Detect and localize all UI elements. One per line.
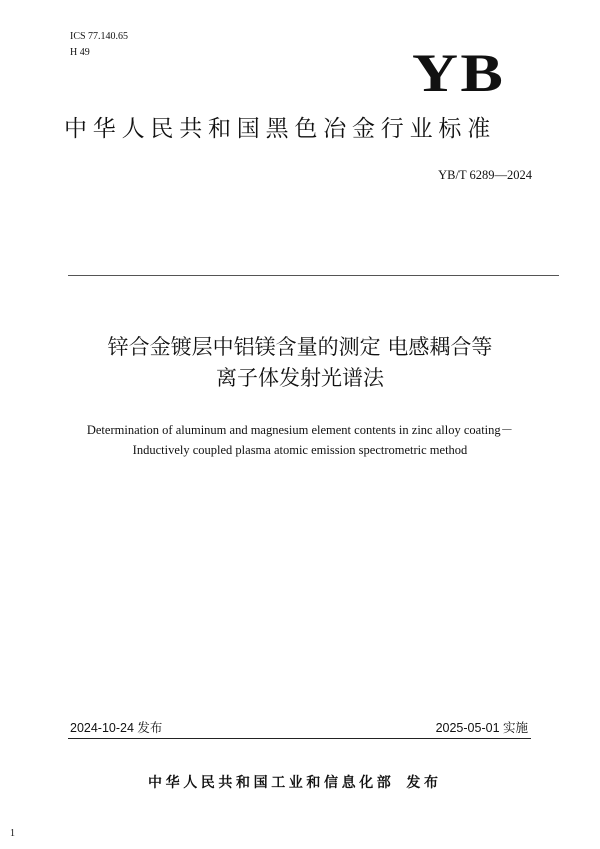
page-number: 1 bbox=[10, 828, 15, 839]
title-en-line-1: Determination of aluminum and magnesium element contents in zinc alloy coating－ bbox=[86, 423, 514, 437]
date-divider bbox=[68, 738, 531, 739]
title-cn-line-1: 锌合金镀层中铝镁含量的测定 电感耦合等 bbox=[107, 335, 493, 359]
header-divider bbox=[68, 275, 559, 276]
ics-code: ICS 77.140.65 bbox=[70, 31, 129, 42]
publisher-verb: 发布 bbox=[406, 775, 442, 791]
ccs-code: H 49 bbox=[70, 47, 90, 58]
document-title-en bbox=[40, 420, 560, 460]
standard-category-title: 中华人民共和国黑色冶金行业标准 bbox=[64, 116, 496, 142]
document-title-cn bbox=[40, 332, 560, 394]
title-cn-line-2: 离子体发射光谱法 bbox=[216, 366, 384, 390]
publisher-name: 中华人民共和国工业和信息化部 bbox=[148, 775, 395, 791]
title-en-line-2: Inductively coupled plasma atomic emission spectrometric method bbox=[132, 443, 468, 457]
standard-number: YB/T 6289—2024 bbox=[438, 168, 532, 182]
yb-logo: YB bbox=[412, 43, 506, 103]
publisher bbox=[148, 773, 528, 793]
implementation-date: 2025-05-01 实施 bbox=[435, 721, 528, 735]
issue-date: 2024-10-24 发布 bbox=[70, 721, 163, 735]
